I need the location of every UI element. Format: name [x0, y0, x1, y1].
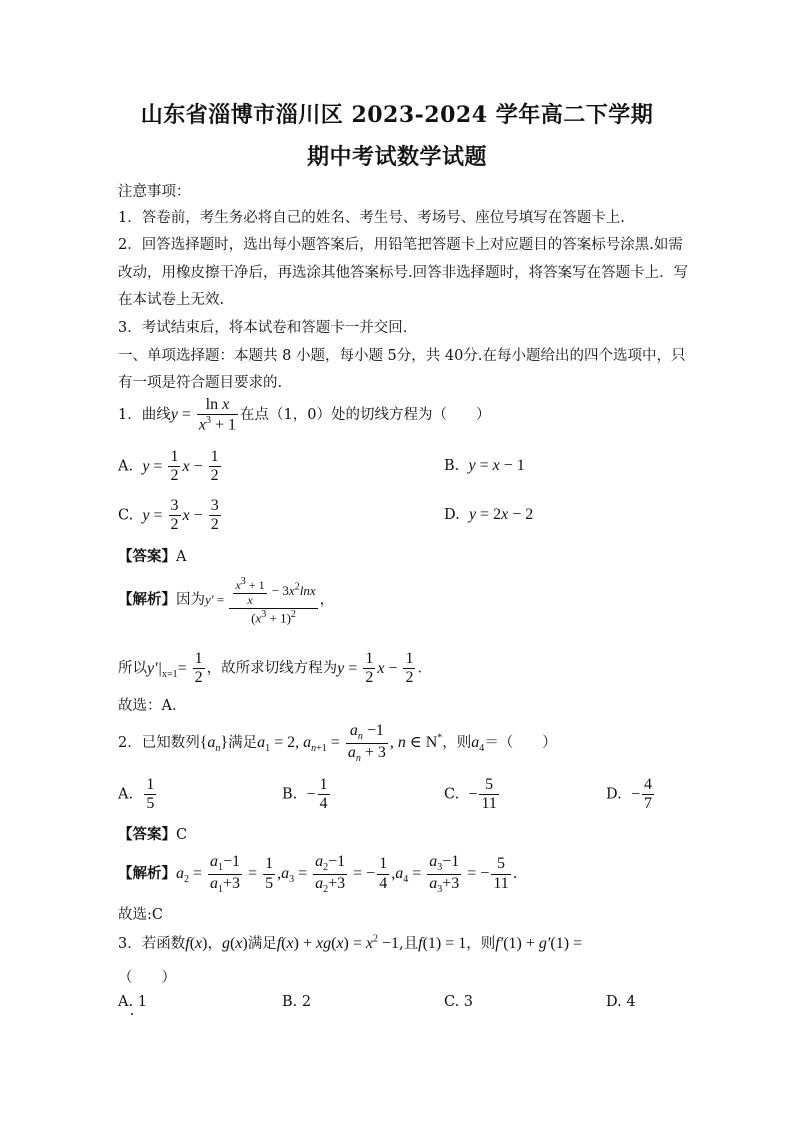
notes-heading: 注意事项： [118, 184, 191, 200]
q3-option-d: D. 4 [606, 994, 636, 1010]
q1-curve-formula: y = $\frac{\text{ln x}}{x^3 + 1}$ [170, 396, 237, 434]
note-item-1: 1．答卷前，考生务必将自己的姓名、考生号、考场号、座位号填写在答题卡上. [118, 210, 625, 226]
q2-option-a: A. $\frac{1}{5}$ [118, 776, 155, 813]
q2-option-d: D. − $\frac{4}{7}$ [606, 776, 652, 813]
q2-answer: 【答案】C [118, 826, 188, 843]
q1-analysis: 【解析】因为y′ = $\frac{x^3 + 1}{x}$ − $3x^2\ln x$ $(x^3 + 1)^2$ ， [118, 576, 335, 625]
q1-prefix: 1．曲线 [118, 407, 171, 424]
q3-option-a: A. 1 [118, 994, 147, 1010]
question-1 [118, 396, 490, 435]
q1-answer [118, 545, 186, 566]
q3-option-c: C. 3 [444, 994, 474, 1010]
q1-option-a: A. y = $\frac{1}{2}$ x − $\frac{1}{2}$ [118, 448, 219, 485]
q2-analysis: 【解析】$a_2$ = $\frac{a_1-1}{a_1+3}$ = $\frac{1}{5}$ $,a_3$ = $\frac{a_2-1}{a_2+3}$ = − $\frac{1}{4}$ $,a_4$ = $\frac{a_3-1}{a_3+3}$ = − $\frac{5}{11}$ . [118, 853, 518, 895]
q1-conclusion: 故选：A． [118, 698, 187, 714]
question-3: 3．若函数f(x)，g(x)满足$f(x) + xg(x) = x^2 -1$,且f(1) = 1，则f′(1) + g′(1) = [118, 933, 583, 952]
q1-option-d: D. y = 2x − 2 [444, 506, 534, 523]
exam-title-line2: 期中考试数学试题 [306, 144, 487, 170]
q1-answer-value: A [176, 549, 187, 565]
q1-so-line: 所以$y'|_{x=1}=$ $\frac{1}{2}$ ，故所求切线方程为y = $\frac{1}{2}$ x − $\frac{1}{2}$ ． [118, 650, 432, 687]
note-item-2-line2: 改动，用橡皮擦干净后，再选涂其他答案标号.回答非选择题时，将答案写在答题卡上．写 [118, 265, 689, 281]
q1-suffix: 在点（1，0）处的切线方程为（ ） [240, 407, 491, 424]
exam-title-line1: 山东省淄博市淄川区 2023-2024 学年高二下学期 [140, 102, 654, 128]
q2-option-c: C. − $\frac{5}{11}$ [444, 776, 497, 813]
section1-line1: 一、单项选择题：本题共 8 小题，每小题 5分，共 40分.在每小题给出的四个选项中，只 [118, 348, 686, 364]
q2-option-b: B. − $\frac{1}{4}$ [282, 776, 328, 813]
question-2: 2．已知数列$\{a_n\}$满足$a_1 = 2$, $a_{n+1}$ = $\frac{a_n -1}{a_n + 3}$ , n ∈ N*，则$a_4=$（ ） [118, 722, 557, 764]
note-item-2-line1: 2．回答选择题时，选出每小题答案后，用铅笔把答题卡上对应题目的答案标号涂黑.如需 [118, 237, 683, 253]
q3-paren: （ ） [118, 970, 176, 986]
q1-option-c: C. y = $\frac{3}{2}$ x − $\frac{3}{2}$ [118, 497, 219, 534]
q1-option-b: B. y = x − 1 [444, 457, 525, 474]
q1-answer-label: 【答案】 [118, 548, 176, 565]
note-item-3: 3．考试结束后，将本试卷和答题卡一并交回. [118, 320, 408, 336]
q2-conclusion: 故选:C [118, 907, 163, 923]
q3-option-b: B. 2 [282, 994, 312, 1010]
stray-dot [131, 1013, 133, 1015]
section1-line2: 有一项是符合题目要求的. [118, 375, 283, 391]
note-item-2-line3: 在本试卷上无效. [118, 292, 225, 308]
